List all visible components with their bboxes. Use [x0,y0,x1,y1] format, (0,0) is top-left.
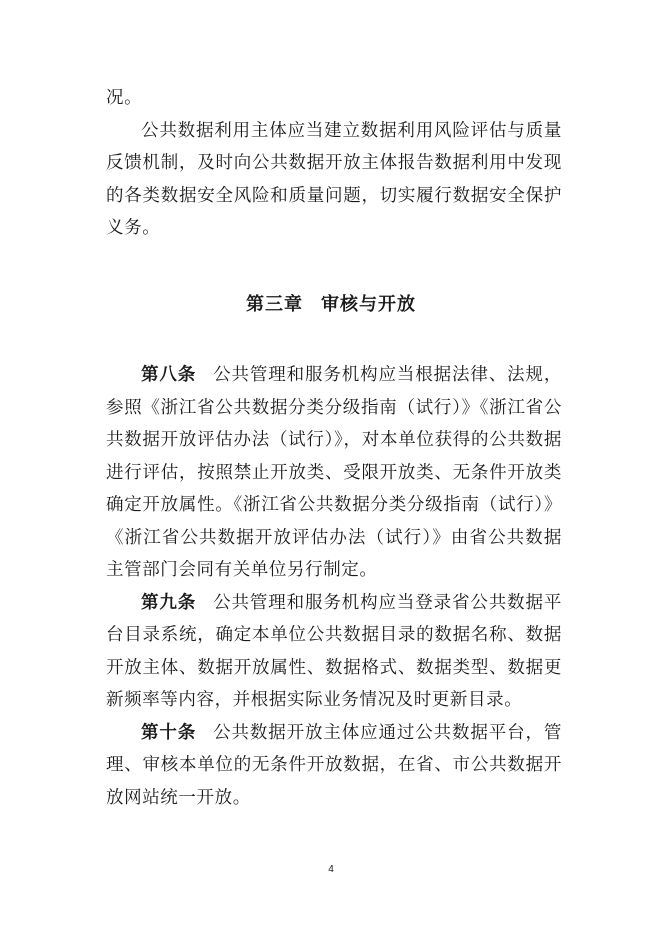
article-number: 第八条 [141,365,197,385]
chapter-heading [0,290,662,316]
article-text: 公共数据开放主体应通过公共数据平台，管理、审核本单位的无条件开放数据，在省、市公共数据开放网站统一开放。 [106,722,562,808]
article-9 [106,587,562,717]
chapter-title: 审核与开放 [321,294,416,315]
article-8 [106,359,562,587]
section-articles [106,359,562,814]
page-number: 4 [328,864,334,875]
article-number: 第十条 [141,722,197,743]
article-text: 公共管理和服务机构应当根据法律、法规，参照《浙江省公共数据分类分级指南（试行）》《浙江省公共数据开放评估办法（试行）》，对本单位获得的公共数据进行评估，按照禁止开放类、受限开放类、无条件开放类确定开放属性。《浙江省公共数据分类分级指南（试行）》《浙江省公共数据开放评估办法（试行）》由省公共数据主管部门会同有关单位另行制定。 [106,365,562,580]
risk-assessment-paragraph: 公共数据利用主体应当建立数据利用风险评估与质量反馈机制，及时向公共数据开放主体报告数据利用中发现的各类数据安全风险和质量问题，切实履行数据安全保护义务。 [106,120,562,238]
article-text: 公共管理和服务机构应当登录省公共数据平台目录系统，确定本单位公共数据目录的数据名称、数据开放主体、数据开放属性、数据格式、数据类型、数据更新频率等内容，并根据实际业务情况及时更新目录。 [106,592,562,710]
continuation-text: 况。 [106,88,143,108]
article-number: 第九条 [141,592,197,613]
section-top [106,82,562,245]
article-10 [106,717,562,815]
chapter-number: 第三章 [246,294,303,315]
